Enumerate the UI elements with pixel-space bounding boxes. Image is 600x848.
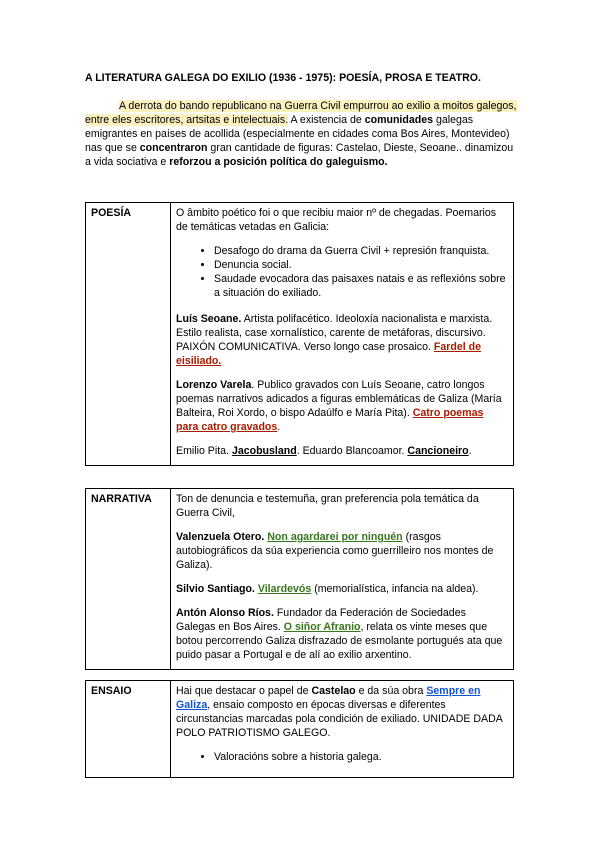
ensaio-body [171, 681, 514, 778]
work-link-fardel[interactable]: Fardel de eisiliado. [176, 340, 481, 367]
work-jacobusland: Jacobusland [231, 444, 297, 457]
pita-paragraph: Emilio Pita. Jacobusland. Eduardo Blancoamor. Cancioneiro. [176, 444, 472, 457]
work-link-non-agardarei[interactable]: Non agardarei por ninguén [267, 530, 403, 543]
intro-paragraph: A derrota do bando republicano na Guerra Civil empurrou ao exilio a moitos galegos, entre eles escritores, artsitas e intelectuais. A existencia de comunidades galegas emigrantes en países de acollida (especialmente en cidades coma Bos Aires, Montevideo) nas que se concentraron gran cantidade de figuras: Castelao, Dieste, Seoane.. dinamizou a vida sociativa e reforzou a posición política do galeguismo. [85, 100, 517, 168]
otero-paragraph: Valenzuela Otero. Non agardarei por ninguén (rasgos autobiográficos da súa experiencia como guerrilleiro nos montes de Galiza). [176, 530, 494, 571]
work-link-vilardevos[interactable]: Vilardevós [257, 582, 312, 595]
list-item: • Valoracións sobre a historia galega. [214, 751, 508, 765]
varela-paragraph: Lorenzo Varela. Publico gravados con Luís Seoane, catro longos poemas narrativos adicados a figuras emblemáticas de Galiza (María Balteira, Roi Xordo, o bispo Adaúlfo e María Pita). Catro poemas para catro gravados. [176, 378, 502, 433]
santiago-paragraph: Silvio Santiago. Vilardevós (memorialística, infancia na aldea). [176, 582, 479, 595]
narrativa-intro: Ton de denuncia e testemuña, gran preferencia pola temática da Guerra Civil, [176, 493, 479, 519]
work-link-sempre-en-galiza[interactable]: Sempre en Galiza [176, 685, 481, 711]
poesia-body [171, 203, 514, 466]
work-cancioneiro: Cancioneiro [407, 444, 469, 457]
ensaio-paragraph: Hai que destacar o papel de Castelao e da súa obra Sempre en Galiza, ensaio composto en épocas diversas e diferentes circunstancias marcadas pola condición de exiliado. UNIDADE DADA POLO PATRIOTISMO GALEGO. [176, 685, 503, 739]
ensaio-bullet-list [176, 751, 508, 765]
ensaio-table [85, 680, 514, 778]
narrativa-body [171, 489, 514, 670]
list-item: • Saudade evocadora das paisaxes natais e as reflexións sobre a situación do exiliado. [214, 273, 508, 301]
poesia-heading: POESÍA [86, 203, 171, 466]
ensaio-heading: ENSAIO [86, 681, 171, 778]
intro-highlight: A derrota do bando republicano na Guerra Civil empurrou ao exilio a moitos galegos, entre eles escritores, artsitas e intelectuais. [85, 100, 517, 126]
work-link-catro-poemas[interactable]: Catro poemas para catro gravados [176, 406, 484, 433]
poesia-intro: O âmbito poético foi o que recibiu maior nº de chegadas. Poemarios de temáticas vetadas en Galicia: [176, 207, 497, 233]
seoane-paragraph: Luís Seoane. Artista polifacético. Ideoloxía nacionalista e marxista. Estilo realista, case xornalístico, carente de metáforas, discursivo. PAIXÓN COMUNICATIVA. Verso longo case prosaico. Fardel de eisiliado. [176, 312, 493, 367]
rios-paragraph: Antón Alonso Ríos. Fundador da Federación de Sociedades Galegas en Bos Aires. O siñor Afranio, relata os vinte meses que botou percorrendo Galiza disfrazado de esmolante portugués ata que puido pasar a Portugal e de alí ao exilio arxentino. [176, 606, 503, 661]
narrativa-heading: NARRATIVA [86, 489, 171, 670]
work-link-siñor-afranio[interactable]: O siñor Afranio [283, 620, 361, 633]
poesia-table [85, 202, 514, 466]
narrativa-table [85, 488, 514, 670]
poesia-bullet-list [176, 245, 508, 301]
list-item: • Denuncia social. [214, 259, 508, 273]
page-title: A LITERATURA GALEGA DO EXILIO (1936 - 1975): POESÍA, PROSA E TEATRO. [85, 72, 481, 84]
list-item: • Desafogo do drama da Guerra Civil + represión franquista. [214, 245, 508, 259]
